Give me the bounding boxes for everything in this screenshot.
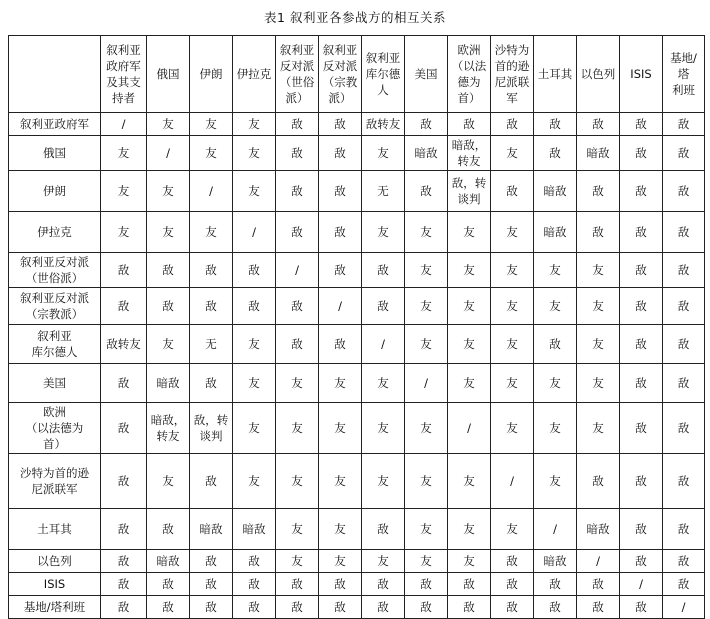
relation-cell: 敌 (319, 325, 362, 364)
relation-cell: 敌 (577, 171, 620, 212)
relation-cell: 敌 (276, 136, 319, 171)
relation-cell: 敌 (101, 596, 147, 619)
relation-cell: 敌 (147, 573, 190, 596)
relation-cell: / (534, 509, 577, 550)
relation-cell: 友 (190, 136, 233, 171)
relation-cell: 敌 (620, 325, 663, 364)
relation-cell: 暗敌， 转友 (448, 136, 491, 171)
relation-cell: 友 (491, 325, 534, 364)
row-header-cell: 沙特为首的逊 尼派联军 (9, 454, 101, 509)
relation-cell: 敌 (319, 113, 362, 136)
relation-cell: 友 (448, 509, 491, 550)
relation-cell: 敌 (276, 212, 319, 253)
row-header-cell: 欧洲 （以法德为 首） (9, 403, 101, 454)
header-row (9, 36, 705, 113)
relation-cell: 友 (233, 364, 276, 403)
row-header-cell: ISIS (9, 573, 101, 596)
relation-cell: 敌 (448, 573, 491, 596)
header-cell: 土耳其 (534, 36, 577, 113)
header-cell: 美国 (405, 36, 448, 113)
relation-cell: / (101, 113, 147, 136)
relation-cell: 敌 (491, 171, 534, 212)
relation-cell: 敌 (663, 550, 705, 573)
relation-cell: 友 (233, 403, 276, 454)
table-row (9, 573, 705, 596)
relation-cell: 友 (577, 364, 620, 403)
relation-cell: 敌 (620, 136, 663, 171)
relation-cell: 敌 (319, 253, 362, 288)
relation-cell: 友 (405, 288, 448, 325)
row-header-cell: 土耳其 (9, 509, 101, 550)
relation-cell: 暗敌 (577, 509, 620, 550)
relation-cell: 敌 (190, 253, 233, 288)
relation-cell: 敌 (620, 596, 663, 619)
relation-cell: 敌 (663, 136, 705, 171)
relation-cell: 敌 (147, 288, 190, 325)
relation-cell: 敌 (620, 454, 663, 509)
table-row (9, 364, 705, 403)
table-row (9, 171, 705, 212)
relation-cell: 友 (319, 364, 362, 403)
relation-cell: 敌 (534, 325, 577, 364)
relation-cell: 敌 (620, 171, 663, 212)
relation-cell: 敌 (534, 596, 577, 619)
table-row (9, 454, 705, 509)
relation-cell: / (233, 212, 276, 253)
relation-cell: 敌 (663, 288, 705, 325)
relation-cell: 无 (362, 171, 405, 212)
header-cell: ISIS (620, 36, 663, 113)
relation-cell: 友 (233, 171, 276, 212)
relation-cell: 友 (101, 212, 147, 253)
relation-cell: 敌 (534, 573, 577, 596)
relation-cell: 敌 (233, 573, 276, 596)
relation-cell: 敌 (362, 596, 405, 619)
relation-cell: 敌 (577, 573, 620, 596)
relation-cell: 友 (233, 136, 276, 171)
relation-cell: 暗敌 (534, 550, 577, 573)
relation-cell: / (491, 454, 534, 509)
header-cell: 叙利亚 反对派 （宗教 派） (319, 36, 362, 113)
relation-cell: 敌 (101, 288, 147, 325)
table-body (9, 113, 705, 619)
relation-cell: 友 (319, 454, 362, 509)
relation-cell: 敌 (491, 573, 534, 596)
relation-cell: 敌 (663, 212, 705, 253)
row-header-cell: 美国 (9, 364, 101, 403)
relation-cell: 敌 (534, 113, 577, 136)
relation-cell: 敌 (405, 573, 448, 596)
relation-cell: 敌 (233, 596, 276, 619)
relation-cell: 友 (448, 288, 491, 325)
relation-cell: 友 (491, 136, 534, 171)
header-cell: 叙利亚 库尔德 人 (362, 36, 405, 113)
relation-cell: 友 (276, 454, 319, 509)
relation-cell: 友 (405, 212, 448, 253)
relation-cell: 友 (448, 454, 491, 509)
header-cell: 叙利亚 政府军 及其支 持者 (101, 36, 147, 113)
relation-cell: 敌 (276, 596, 319, 619)
relation-cell: 敌 (362, 509, 405, 550)
relation-cell: 敌 (491, 550, 534, 573)
relation-cell: / (276, 253, 319, 288)
row-header-cell: 叙利亚反对派 （世俗派） (9, 253, 101, 288)
relation-cell: 敌 (448, 596, 491, 619)
relation-cell: 敌 (448, 113, 491, 136)
relation-cell: / (362, 325, 405, 364)
relation-cell: 敌 (405, 596, 448, 619)
relation-cell: 友 (405, 325, 448, 364)
row-header-cell: 叙利亚反对派 （宗教派） (9, 288, 101, 325)
relation-cell: 友 (534, 288, 577, 325)
relation-cell: 友 (534, 454, 577, 509)
relation-cell: 敌 (276, 325, 319, 364)
row-header-cell: 基地/塔利班 (9, 596, 101, 619)
relation-cell: 敌 (620, 113, 663, 136)
relation-cell: 友 (534, 364, 577, 403)
relation-cell: 敌 (620, 288, 663, 325)
relation-cell: 暗敌 (233, 509, 276, 550)
relation-cell: 友 (448, 325, 491, 364)
relation-cell: 敌 (405, 113, 448, 136)
relation-cell: 敌，转 谈判 (448, 171, 491, 212)
relation-cell: 敌 (147, 596, 190, 619)
row-header-cell: 以色列 (9, 550, 101, 573)
relation-cell: 敌 (663, 364, 705, 403)
relation-cell: 友 (577, 288, 620, 325)
relation-cell: 敌 (663, 403, 705, 454)
relation-cell: 敌 (663, 509, 705, 550)
relation-cell: 敌转友 (362, 113, 405, 136)
relation-cell: 友 (319, 550, 362, 573)
relation-cell: 敌 (620, 253, 663, 288)
relation-cell: 敌 (276, 113, 319, 136)
table-caption: 表1 叙利亚各参战方的相互关系 (264, 10, 446, 25)
relation-cell: 敌 (101, 454, 147, 509)
relation-cell: 友 (491, 403, 534, 454)
relation-cell: 敌 (233, 253, 276, 288)
relation-cell: 敌 (620, 550, 663, 573)
relation-cell: / (448, 403, 491, 454)
relation-cell: 敌 (101, 403, 147, 454)
relation-cell: 友 (147, 325, 190, 364)
relation-cell: 敌 (276, 573, 319, 596)
relation-cell: 友 (362, 403, 405, 454)
relation-cell: 友 (233, 454, 276, 509)
relation-cell: 敌 (491, 596, 534, 619)
header-cell: 俄国 (147, 36, 190, 113)
table-row (9, 212, 705, 253)
relation-cell: 友 (405, 253, 448, 288)
relation-cell: 友 (362, 550, 405, 573)
relation-cell: 敌 (577, 454, 620, 509)
relation-cell: 敌 (147, 253, 190, 288)
relation-cell: 友 (362, 136, 405, 171)
header-cell: 以色列 (577, 36, 620, 113)
relation-cell: 敌 (101, 509, 147, 550)
relation-cell: 友 (491, 212, 534, 253)
relation-cell: 敌 (663, 573, 705, 596)
relation-cell: 暗敌 (405, 136, 448, 171)
relation-cell: 友 (319, 403, 362, 454)
row-header-cell: 俄国 (9, 136, 101, 171)
relation-cell: / (319, 288, 362, 325)
header-cell: 沙特为 首的逊 尼派联 军 (491, 36, 534, 113)
relation-cell: 友 (534, 403, 577, 454)
table-row (9, 325, 705, 364)
relation-cell: 敌 (101, 364, 147, 403)
relation-cell: 友 (577, 325, 620, 364)
relation-cell: / (405, 364, 448, 403)
relation-cell: / (663, 596, 705, 619)
relation-cell: 敌 (405, 171, 448, 212)
relation-cell: 敌 (620, 403, 663, 454)
relation-cell: 敌 (101, 253, 147, 288)
relation-cell: 敌 (101, 573, 147, 596)
header-cell: 欧洲 （以法 德为 首） (448, 36, 491, 113)
relation-cell: 敌 (233, 288, 276, 325)
relation-cell: 敌 (190, 550, 233, 573)
relation-cell: 敌 (577, 596, 620, 619)
relation-cell: 友 (491, 253, 534, 288)
row-header-cell: 伊拉克 (9, 212, 101, 253)
relation-cell: / (577, 550, 620, 573)
relation-cell: 友 (101, 171, 147, 212)
relation-cell: 暗敌 (147, 364, 190, 403)
relation-cell: 敌 (663, 113, 705, 136)
relation-cell: 敌 (362, 253, 405, 288)
relation-cell: 友 (276, 509, 319, 550)
relation-cell: 敌 (319, 573, 362, 596)
relation-cell: 敌 (190, 596, 233, 619)
header-cell: 基地/塔 利班 (663, 36, 705, 113)
relation-cell: 友 (491, 364, 534, 403)
relation-cell: 友 (276, 364, 319, 403)
header-cell: 伊朗 (190, 36, 233, 113)
relation-cell: 友 (101, 136, 147, 171)
relation-cell: 友 (233, 325, 276, 364)
relation-cell: 友 (276, 550, 319, 573)
header-cell: 叙利亚 反对派 （世俗 派） (276, 36, 319, 113)
relation-cell: 敌 (147, 509, 190, 550)
row-header-cell: 伊朗 (9, 171, 101, 212)
relation-cell: 友 (448, 212, 491, 253)
relation-cell: 友 (405, 403, 448, 454)
relation-cell: 友 (448, 550, 491, 573)
relation-cell: 友 (362, 454, 405, 509)
relation-cell: 敌 (362, 288, 405, 325)
relation-cell: 敌 (101, 550, 147, 573)
relation-cell: 暗敌 (190, 509, 233, 550)
relation-cell: / (190, 171, 233, 212)
relation-cell: 敌 (663, 171, 705, 212)
row-header-cell: 叙利亚政府军 (9, 113, 101, 136)
relation-cell: 敌 (663, 454, 705, 509)
header-cell: 伊拉克 (233, 36, 276, 113)
relation-cell: 敌 (620, 364, 663, 403)
relation-cell: 友 (577, 403, 620, 454)
relation-cell: 友 (319, 509, 362, 550)
relation-cell: 友 (147, 454, 190, 509)
relation-cell: 友 (190, 212, 233, 253)
table-row (9, 136, 705, 171)
relation-cell: 敌 (663, 253, 705, 288)
header-cell (9, 36, 101, 113)
relation-cell: 友 (491, 509, 534, 550)
relation-cell: 友 (534, 253, 577, 288)
relation-cell: 敌 (319, 596, 362, 619)
relation-cell: 无 (190, 325, 233, 364)
relation-cell: 友 (362, 212, 405, 253)
table-row (9, 596, 705, 619)
table-row (9, 113, 705, 136)
relation-cell: 友 (577, 253, 620, 288)
table-row (9, 509, 705, 550)
relation-cell: 友 (491, 288, 534, 325)
relation-cell: 暗敌 (534, 171, 577, 212)
relation-cell: 敌 (577, 113, 620, 136)
table-row (9, 253, 705, 288)
relation-cell: 敌 (663, 325, 705, 364)
relation-cell: 敌 (534, 136, 577, 171)
relation-cell: 敌 (319, 136, 362, 171)
relations-table (8, 35, 705, 619)
relation-cell: 友 (190, 113, 233, 136)
relation-cell: 友 (147, 212, 190, 253)
relation-cell: 暗敌 (147, 550, 190, 573)
relation-cell: 敌 (577, 212, 620, 253)
relation-cell: 暗敌， 转友 (147, 403, 190, 454)
relation-cell: 友 (448, 364, 491, 403)
relation-cell: 敌，转 谈判 (190, 403, 233, 454)
relation-cell: 敌 (491, 113, 534, 136)
relation-cell: 暗敌 (577, 136, 620, 171)
relation-cell: 敌 (190, 364, 233, 403)
relation-cell: 暗敌 (534, 212, 577, 253)
relation-cell: / (147, 136, 190, 171)
relation-cell: 友 (405, 454, 448, 509)
relation-cell: 友 (276, 403, 319, 454)
relation-cell: 敌 (319, 171, 362, 212)
relation-cell: 友 (405, 509, 448, 550)
relation-cell: 敌转友 (101, 325, 147, 364)
relation-cell: 敌 (190, 454, 233, 509)
relation-cell: 敌 (276, 171, 319, 212)
relation-cell: / (620, 573, 663, 596)
relation-cell: 友 (147, 171, 190, 212)
relation-cell: 敌 (620, 212, 663, 253)
relation-cell: 敌 (620, 509, 663, 550)
relation-cell: 敌 (190, 288, 233, 325)
table-row (9, 288, 705, 325)
relation-cell: 友 (405, 550, 448, 573)
relation-cell: 敌 (276, 288, 319, 325)
table-row (9, 403, 705, 454)
relation-cell: 友 (448, 253, 491, 288)
relation-cell: 敌 (362, 573, 405, 596)
table-row (9, 550, 705, 573)
relation-cell: 友 (147, 113, 190, 136)
row-header-cell: 叙利亚 库尔德人 (9, 325, 101, 364)
relation-cell: 敌 (190, 573, 233, 596)
relation-cell: 敌 (233, 550, 276, 573)
relation-cell: 敌 (319, 212, 362, 253)
relation-cell: 友 (362, 364, 405, 403)
relation-cell: 友 (233, 113, 276, 136)
